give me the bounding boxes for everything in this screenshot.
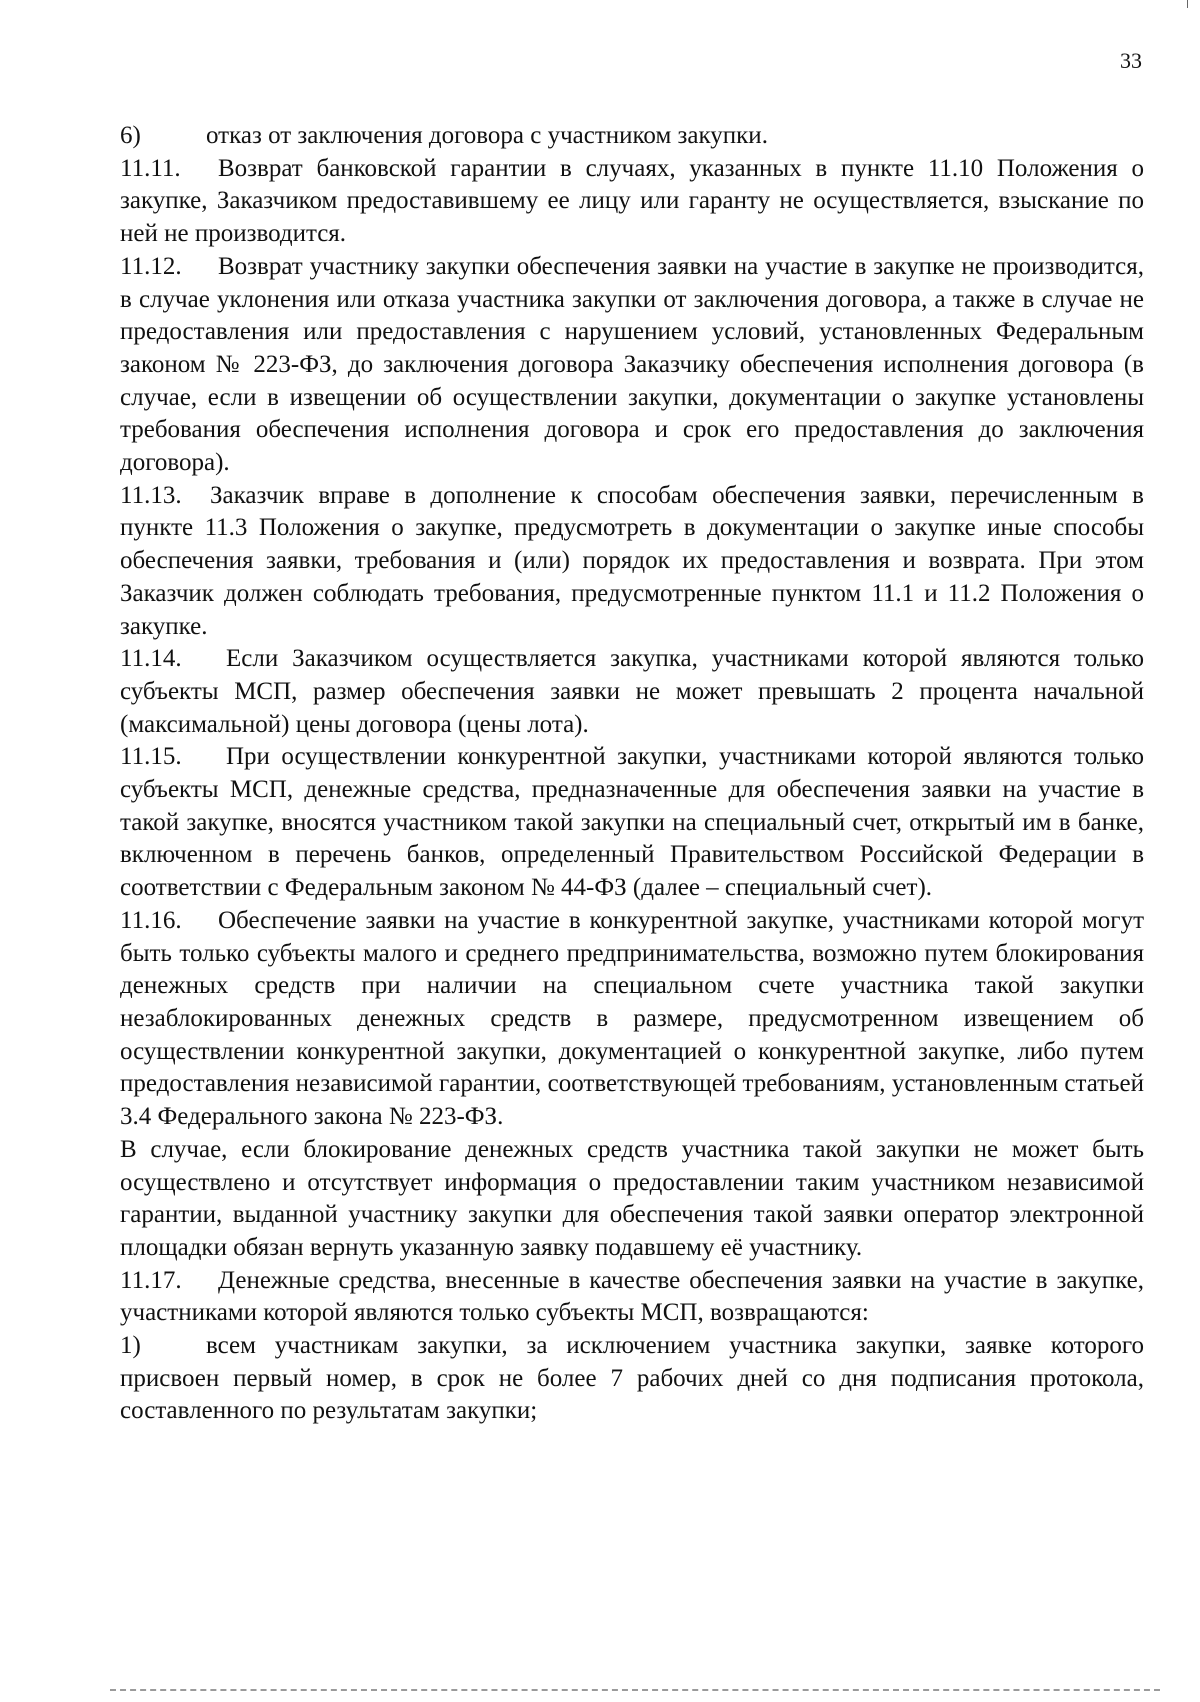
clause-11-15: [120, 741, 1144, 905]
page-number: 33: [1120, 48, 1142, 73]
clause-11-14: [120, 643, 1144, 741]
clause-text: Денежные средства, внесенные в качестве обеспечения заявки на участие в закупке, участниками которой являются только субъекты МСП, возвращаются:: [120, 1266, 1144, 1327]
document-body: [120, 120, 1144, 1428]
scan-edge-mark: [1187, 0, 1188, 8]
item-text: всем участникам закупки, за исключением участника закупки, заявке которого присвоен первый номер, в срок не более 7 рабочих дней со дня подписания протокола, составленного по результатам закупки;: [120, 1332, 1144, 1425]
clause-text: Заказчик вправе в дополнение к способам обеспечения заявки, перечисленным в пункте 11.3 Положения о закупке, предусмотреть в документации о закупке иные способы обеспечения заявки, требования и (или) порядок их предоставления и возврата. При этом Заказчик должен соблюдать требования, предусмотренные пунктом 11.1 и 11.2 Положения о закупке.: [120, 481, 1144, 640]
clause-number: 11.12.: [120, 252, 182, 280]
item-number: 6): [120, 122, 141, 149]
clause-text: Возврат банковской гарантии в случаях, указанных в пункте 11.10 Положения о закупке, Заказчиком предоставившему ее лицу или гаранту не осуществляется, взыскание по ней не производится.: [120, 154, 1144, 248]
clause-11-17: [120, 1265, 1144, 1330]
clause-text: Возврат участнику закупки обеспечения заявки на участие в закупке не производится, в случае уклонения или отказа участника закупки от заключения договора, а также в случае не предоставления или предоставления с нарушением условий, установленных Федеральным законом № 223-ФЗ, до заключения договора Заказчику обеспечения исполнения договора (в случае, если в извещении об осуществлении закупки, документации о закупке установлены требования обеспечения исполнения договора и срок его предоставления до заключения договора).: [120, 252, 1144, 477]
paragraph-text: В случае, если блокирование денежных средств участника такой закупки не может быть осуществлено и отсутствует информация о предоставлении таким участником независимой гарантии, выданной участнику закупки для обеспечения такой заявки оператор электронной площадки обязан вернуть указанную заявку подавшему её участнику.: [120, 1135, 1144, 1261]
clause-11-13: [120, 480, 1144, 644]
list-item-6: [120, 120, 1144, 153]
clause-11-12: [120, 251, 1144, 480]
clause-number: 11.15.: [120, 743, 182, 771]
clause-text: Обеспечение заявки на участие в конкурентной закупке, участниками которой могут быть только субъекты малого и среднего предпринимательства, возможно путем блокирования денежных средств при наличии на специальном счете участника такой закупки незаблокированных денежных средств в размере, предусмотренном извещением об осуществлении конкурентной закупки, документацией о конкурентной закупке, либо путем предоставления независимой гарантии, соответствующей требованиям, установленным статьей 3.4 Федерального закона № 223-ФЗ.: [120, 906, 1144, 1131]
clause-text: При осуществлении конкурентной закупки, участниками которой являются только субъекты МСП, денежные средства, предназначенные для обеспечения заявки на участие в такой закупке, вносятся участником такой закупки на специальный счет, открытый им в банке, включенном в перечень банков, определенный Правительством Российской Федерации в соответствии с Федеральным законом № 44-ФЗ (далее – специальный счет).: [120, 743, 1144, 902]
clause-number: 11.13.: [120, 481, 182, 509]
item-text: отказ от заключения договора с участником закупки.: [206, 122, 768, 149]
clause-text: Если Заказчиком осуществляется закупка, участниками которой являются только субъекты МСП, размер обеспечения заявки не может превышать 2 процента начальной (максимальной) цены договора (цены лота).: [120, 645, 1144, 738]
scan-bottom-rule: [110, 1689, 1160, 1691]
clause-number: 11.14.: [120, 645, 182, 673]
clause-number: 11.16.: [120, 906, 182, 934]
clause-11-16-continuation: [120, 1134, 1144, 1265]
clause-number: 11.11.: [120, 154, 181, 182]
clause-11-11: [120, 153, 1144, 251]
clause-number: 11.17.: [120, 1266, 182, 1294]
clause-11-16: [120, 905, 1144, 1134]
list-item-1: [120, 1330, 1144, 1428]
item-number: 1): [120, 1332, 141, 1360]
